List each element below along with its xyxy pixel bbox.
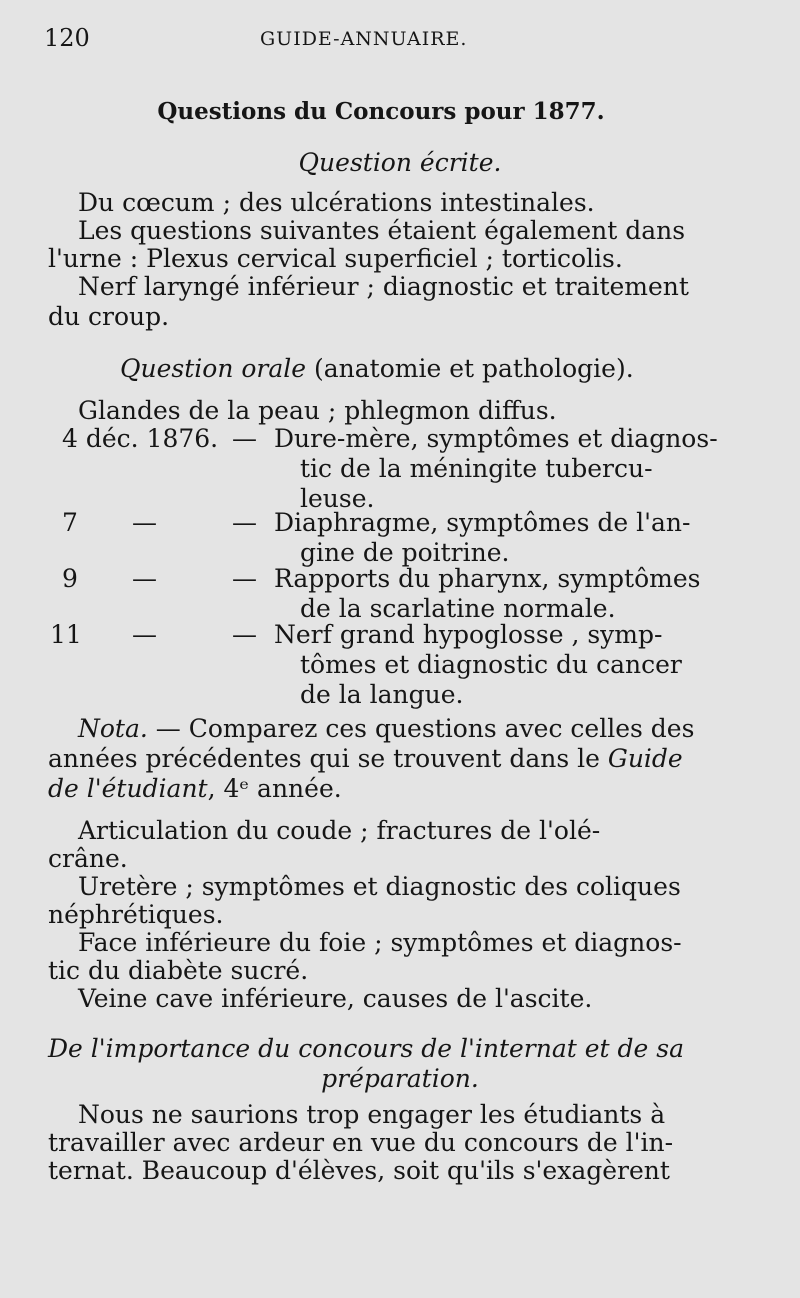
oral-question-heading: Question orale (anatomie et pathologie).: [120, 354, 634, 383]
nota-line: années précédentes qui se trouvent dans le Guide: [48, 744, 683, 773]
exam-entry: Nerf grand hypoglosse , symp- tômes et diagnostic du cancer de la langue.: [274, 620, 682, 709]
dash: —: [232, 620, 257, 649]
text-line: Veine cave inférieure, causes de l'ascite.: [78, 984, 593, 1013]
exam-entry: Rapports du pharynx, symptômes de la scarlatine normale.: [274, 564, 701, 623]
text-line: l'urne : Plexus cervical superficiel ; torticolis.: [48, 244, 623, 273]
exam-entry: Dure-mère, symptômes et diagnos- tic de la méningite tubercu- leuse.: [274, 424, 718, 513]
nota-line: de l'étudiant, 4ᵉ année.: [48, 774, 342, 803]
text-line: Articulation du coude ; fractures de l'olé-: [78, 816, 601, 845]
exam-date: 9: [62, 564, 78, 593]
section-title: De l'importance du concours de l'internat et de sa: [48, 1034, 685, 1063]
text-line: Glandes de la peau ; phlegmon diffus.: [78, 396, 557, 425]
exam-date: 4 déc. 1876.: [62, 424, 219, 453]
text-line: Les questions suivantes étaient également dans: [78, 216, 686, 245]
exam-date: 11: [50, 620, 82, 649]
text-line: Face inférieure du foie ; symptômes et diagnos-: [78, 928, 682, 957]
text-line: néphrétiques.: [48, 900, 224, 929]
dash: —: [132, 508, 157, 537]
text-line: du croup.: [48, 302, 170, 331]
dash: —: [132, 564, 157, 593]
page-title: Questions du Concours pour 1877.: [157, 98, 605, 125]
dash: —: [232, 424, 257, 453]
running-title: GUIDE-ANNUAIRE.: [260, 28, 468, 50]
text-line: Du cœcum ; des ulcérations intestinales.: [78, 188, 595, 217]
text-line: crâne.: [48, 844, 128, 873]
page-number: 120: [44, 24, 90, 52]
text-line: Nerf laryngé inférieur ; diagnostic et traitement: [78, 272, 689, 301]
section-title: préparation.: [321, 1064, 479, 1093]
exam-entry: Diaphragme, symptômes de l'an- gine de poitrine.: [274, 508, 691, 567]
written-question-heading: Question écrite.: [298, 148, 502, 177]
dash: —: [232, 564, 257, 593]
text-line: ternat. Beaucoup d'élèves, soit qu'ils s'exagèrent: [48, 1156, 670, 1185]
nota-line: Nota. — Comparez ces questions avec celles des: [78, 714, 695, 743]
text-line: Nous ne saurions trop engager les étudiants à: [78, 1100, 666, 1129]
text-line: tic du diabète sucré.: [48, 956, 309, 985]
text-line: travailler avec ardeur en vue du concours de l'in-: [48, 1128, 674, 1157]
dash: —: [232, 508, 257, 537]
dash: —: [132, 620, 157, 649]
exam-date: 7: [62, 508, 78, 537]
text-line: Uretère ; symptômes et diagnostic des coliques: [78, 872, 681, 901]
